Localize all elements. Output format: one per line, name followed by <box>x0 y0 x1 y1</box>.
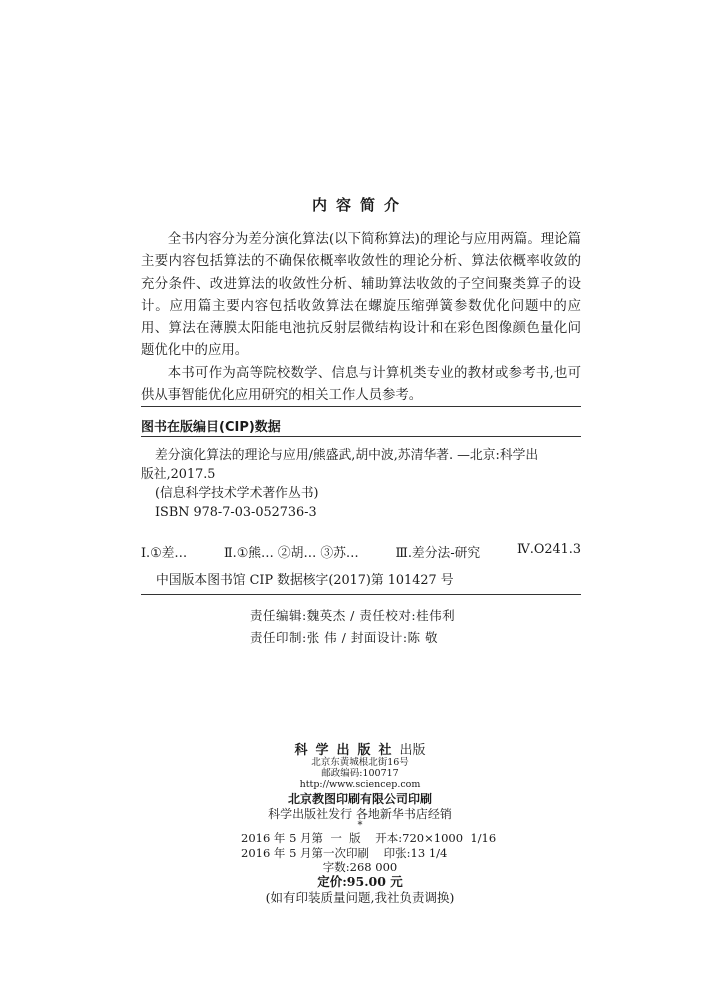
summary-paragraph-2: 本书可作为高等院校数学、信息与计算机类专业的教材或参考书,也可供从事智能优化应用研究的相关工作人员参考。 <box>141 365 581 404</box>
distribution-line: 科学出版社发行 各地新华书店经销 <box>268 807 452 821</box>
publisher-suffix: 出版 <box>399 743 426 758</box>
cip-class-4: Ⅳ.O241.3 <box>517 542 581 557</box>
publisher-postcode: 邮政编码:100717 <box>321 768 399 779</box>
cip-top-rule <box>141 406 581 407</box>
cip-bottom-rule <box>141 594 581 595</box>
edition-row-2: 2016 年 5 月第一次印刷 印张:13 1/4 <box>241 846 448 860</box>
credits-editors: 责任编辑:魏英杰 / 责任校对:桂伟利 <box>250 608 456 623</box>
publisher-name: 科学出版社 <box>294 743 400 758</box>
cip-class-3: Ⅲ.差分法-研究 <box>395 546 481 561</box>
cip-classification <box>141 542 581 561</box>
publisher-website: http://www.sciencep.com <box>299 779 421 790</box>
cip-title: 图书在版编目(CIP)数据 <box>141 420 281 435</box>
cip-number: 中国版本图书馆 CIP 数据核字(2017)第 101427 号 <box>156 573 454 588</box>
summary-heading: 内容简介 <box>311 196 408 214</box>
summary-body <box>141 229 581 407</box>
cip-class-2: Ⅱ.①熊… ②胡… ③苏… <box>223 546 359 561</box>
price: 定价:95.00 元 <box>317 874 403 889</box>
quality-notice: (如有印装质量问题,我社负责调换) <box>265 890 455 905</box>
summary-paragraph-1: 全书内容分为差分演化算法(以下简称算法)的理论与应用两篇。理论篇主要内容包括算法的不确保依概率收敛性的理论分析、算法依概率收敛的充分条件、改进算法的收敛性分析、辅助算法收敛的子空间聚类算子的设计。应用篇主要内容包括收敛算法在螺旋压缩弹簧参数优化问题中的应用、算法在薄膜太阳能电池抗反射层微结构设计和在彩色图像颜色量化问题优化中的应用。 <box>141 232 581 359</box>
separator-star: * <box>357 820 363 831</box>
credits-production: 责任印制:张 伟 / 封面设计:陈 敬 <box>250 630 439 645</box>
printer-line: 北京教图印刷有限公司印刷 <box>287 792 432 806</box>
cip-class-1: Ⅰ.①差… <box>141 546 188 561</box>
cip-record-line-1: 差分演化算法的理论与应用/熊盛武,胡中波,苏清华著. —北京:科学出 <box>155 448 539 463</box>
cip-record-line-2: 版社,2017.5 <box>141 467 216 482</box>
cip-isbn: ISBN 978-7-03-052736-3 <box>155 505 317 520</box>
publisher-line <box>0 739 720 758</box>
edition-row-1: 2016 年 5 月第 一 版 开本:720×1000 1/16 <box>241 831 497 845</box>
cip-title-rule <box>141 436 581 437</box>
cip-series: (信息科学技术学术著作丛书) <box>155 486 319 501</box>
publisher-address: 北京东黄城根北街16号 <box>311 757 409 768</box>
word-count: 字数:268 000 <box>322 860 398 874</box>
cip-record <box>141 446 581 522</box>
